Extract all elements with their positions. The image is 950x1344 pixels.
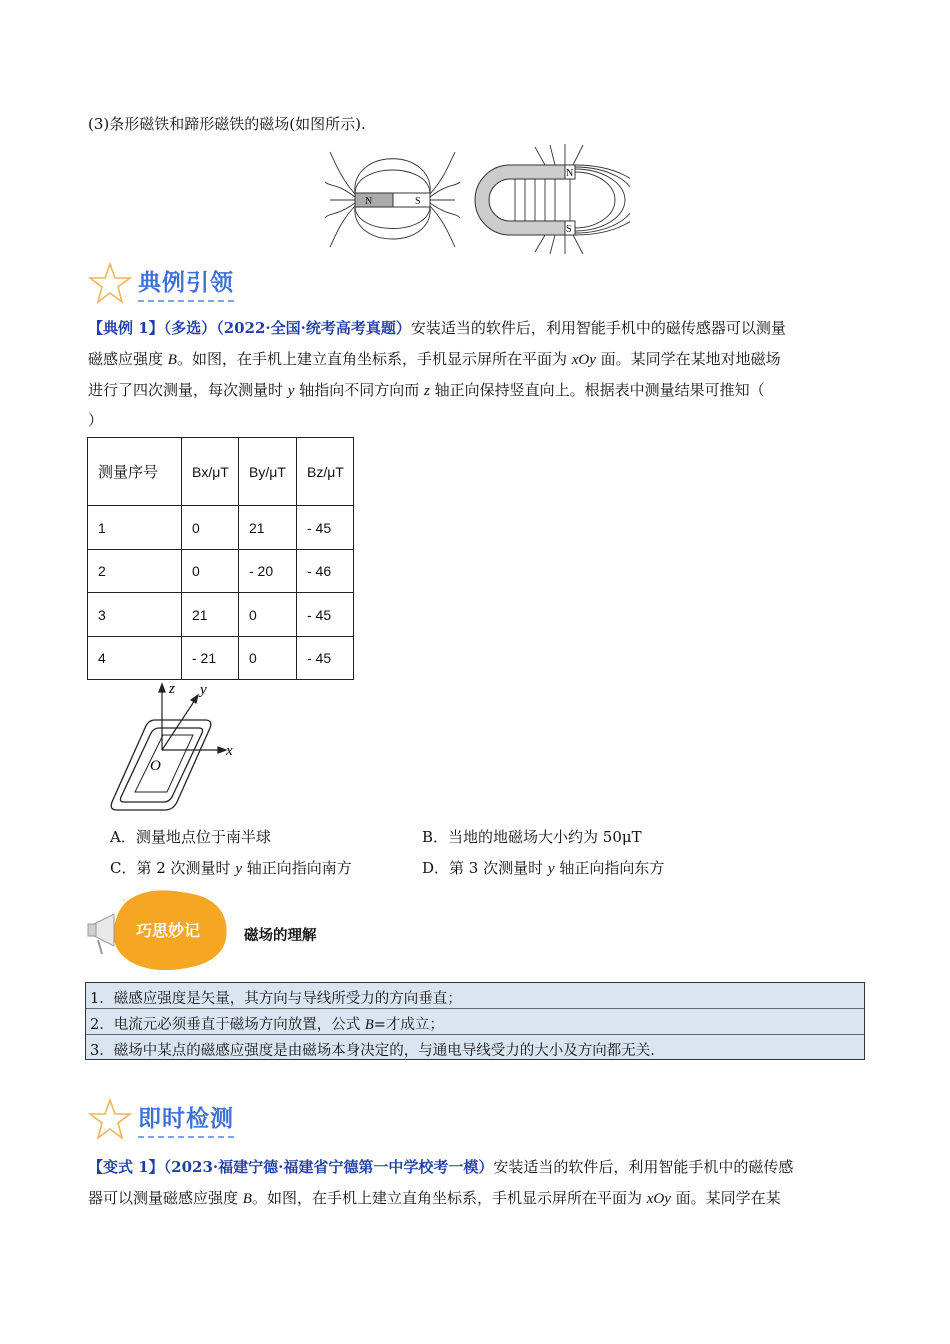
- table-row: [88, 550, 354, 593]
- table-cell: 1: [88, 506, 182, 550]
- variant1-line2: [88, 1188, 781, 1209]
- math-var: B: [167, 352, 177, 368]
- table-cell: 3: [88, 593, 182, 637]
- horseshoe-s-label: S: [566, 224, 572, 235]
- star-icon: [88, 262, 132, 304]
- table-cell: - 21: [182, 637, 239, 680]
- example1-line2: [88, 349, 781, 370]
- math-var: xOy: [646, 1191, 671, 1207]
- section-title: 即时检测: [138, 1100, 234, 1138]
- text-span: 轴指向不同方向而: [294, 381, 424, 399]
- bar-s-label: S: [415, 196, 421, 207]
- table-cell: 0: [239, 637, 297, 680]
- table-cell: - 45: [297, 506, 354, 550]
- variant1-text: 安装适当的软件后，利用智能手机中的磁传感: [493, 1158, 794, 1176]
- text-span: =才成立；: [373, 1017, 444, 1033]
- table-row: [88, 593, 354, 637]
- text-span: 器可以测量磁感应强度: [88, 1189, 243, 1207]
- table-row: [88, 506, 354, 550]
- table-cell: 4: [88, 637, 182, 680]
- magnet-field-figure: [325, 142, 630, 254]
- tips-box: [85, 982, 865, 1060]
- option-a[interactable]: A．测量地点位于南半球: [110, 828, 271, 846]
- table-cell: - 45: [297, 637, 354, 680]
- math-var: y: [547, 861, 555, 877]
- table-header-row: [88, 438, 354, 506]
- megaphone-icon: [88, 914, 114, 954]
- section-heading-practice: [88, 1098, 234, 1140]
- axis-x-label: x: [226, 743, 233, 759]
- tips-subtitle: 磁场的理解: [244, 928, 317, 944]
- table-cell: 0: [239, 593, 297, 637]
- tip-line-3: 3．磁场中某点的磁感应强度是由磁场本身决定的，与通电导线受力的大小及方向都无关.: [90, 1043, 655, 1059]
- text-span: 进行了四次测量，每次测量时: [88, 381, 288, 399]
- math-var: B: [242, 1191, 252, 1207]
- star-icon: [88, 1098, 132, 1140]
- table-cell: - 20: [239, 550, 297, 593]
- text-span: 。如图，在手机上建立直角坐标系，手机显示屏所在平面为: [251, 1189, 647, 1207]
- table-header-cell: Bx/μT: [182, 438, 239, 506]
- math-var: xOy: [571, 352, 596, 368]
- table-header-cell: 测量序号: [88, 438, 182, 506]
- horseshoe-n-label: N: [566, 168, 574, 179]
- table-cell: 0: [182, 506, 239, 550]
- bar-n-label: N: [365, 196, 373, 207]
- example1-line3: [88, 380, 765, 401]
- table-cell: 21: [239, 506, 297, 550]
- text-span: 轴正向指向南方: [242, 859, 352, 877]
- text-span: 轴正向保持竖直向上。根据表中测量结果可推知（: [429, 381, 765, 399]
- text-span: 2．电流元必须垂直于磁场方向放置，公式: [90, 1017, 365, 1033]
- example1-line4: ）: [88, 411, 104, 429]
- table-header-cell: By/μT: [239, 438, 297, 506]
- example-tag: 【典例 1】: [88, 319, 164, 337]
- option-c[interactable]: [110, 857, 352, 878]
- math-var: z: [424, 383, 430, 399]
- intro-line: (3)条形磁铁和蹄形磁铁的磁场(如图所示).: [88, 115, 366, 133]
- variant1-line1: [88, 1157, 793, 1177]
- table-cell: 0: [182, 550, 239, 593]
- text-span: C．第 2 次测量时: [110, 859, 236, 877]
- table-header-cell: Bz/μT: [297, 438, 354, 506]
- tip-line-2: [90, 1013, 444, 1034]
- text-span: 。如图，在手机上建立直角坐标系，手机显示屏所在平面为: [176, 350, 572, 368]
- text-span: 轴正向指向东方: [554, 859, 665, 877]
- table-cell: - 46: [297, 550, 354, 593]
- section-title: 典例引领: [138, 264, 234, 302]
- section-heading-examples: [88, 262, 234, 304]
- math-var: y: [235, 861, 242, 877]
- measurement-table: [87, 437, 354, 680]
- tip-line-1: 1．磁感应强度是矢量，其方向与导线所受力的方向垂直；: [90, 991, 462, 1007]
- text-span: 磁感应强度: [88, 350, 168, 368]
- tips-badge: [86, 884, 236, 974]
- table-cell: 2: [88, 550, 182, 593]
- phone-axes-figure: [105, 680, 250, 815]
- math-var: B: [364, 1017, 374, 1033]
- example1-line1: [88, 318, 786, 338]
- axis-z-label: z: [169, 681, 175, 697]
- text-span: D．第 3 次测量时: [422, 859, 548, 877]
- example1-text: 安装适当的软件后，利用智能手机中的磁传感器可以测量: [410, 319, 786, 337]
- table-cell: 21: [182, 593, 239, 637]
- example-type: （多选）: [163, 319, 217, 337]
- axis-y-label: y: [200, 682, 207, 698]
- option-b[interactable]: B．当地的地磁场大小约为 50μT: [422, 828, 642, 846]
- variant-source: （2023·福建宁德·福建省宁德第一中学校考一模）: [163, 1158, 494, 1176]
- tips-badge-text: 巧思妙记: [136, 921, 201, 940]
- text-span: 面。某同学在某地对地磁场: [595, 350, 781, 368]
- table-cell: - 45: [297, 593, 354, 637]
- option-d[interactable]: [422, 857, 664, 878]
- svg-text:·: ·: [122, 896, 126, 907]
- variant-tag: 【变式 1】: [88, 1158, 164, 1176]
- table-row: [88, 637, 354, 680]
- example-source: （2022·全国·统考高考真题）: [216, 319, 411, 337]
- text-span: 面。某同学在某: [670, 1189, 781, 1207]
- origin-label: O: [150, 758, 161, 774]
- math-var: y: [287, 383, 295, 399]
